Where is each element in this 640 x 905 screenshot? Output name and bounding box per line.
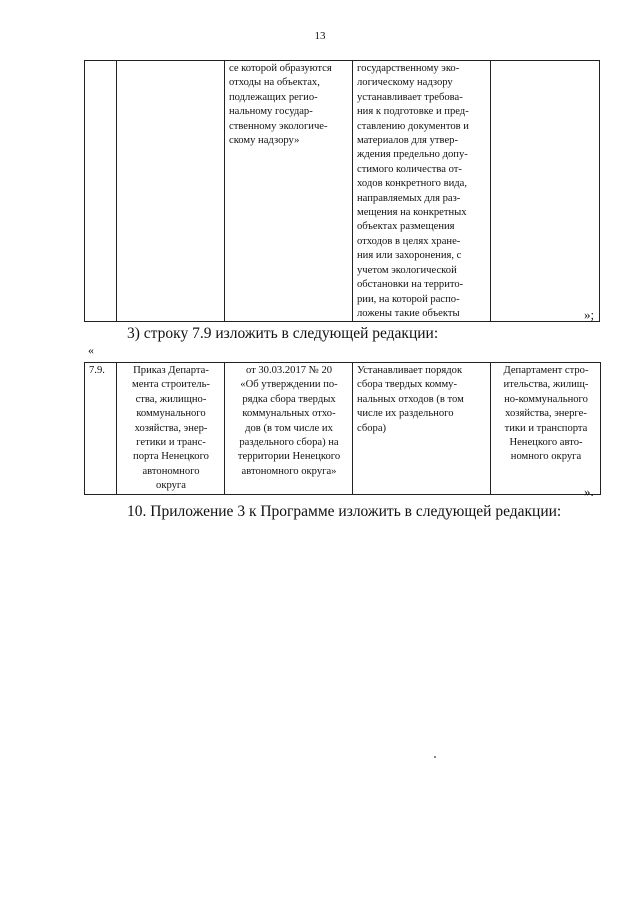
cell-text-line: хозяйства, энер- [134,422,208,434]
cell-text-line: коммунальных отхо- [242,408,336,420]
cell-text-line: Приказ Департа- [133,365,209,376]
cell-text-line: ния или захоронения, с [357,250,462,262]
cell-text-line: мента строитель- [132,379,210,391]
row-7-9-table [84,362,601,495]
table-cell-description [353,61,491,322]
cell-text-line: автономного округа» [241,465,337,477]
cell-text-line: коммунального [136,408,206,420]
row-responsible [491,363,601,495]
closing-quote-semicolon: »; [584,307,595,322]
cell-text-line: территории Ненецкого [237,451,341,463]
cell-text-line: ства, жилищно- [135,393,207,405]
cell-text-line: подлежащих регио- [229,91,318,103]
cell-text-line: гетики и транс- [136,437,206,449]
cell-text-line: ложены такие объекты [357,307,460,319]
row-document-details [225,363,353,495]
cell-text-line: материалов для утвер- [357,135,458,147]
row-document-name [117,363,225,495]
cell-text-line: рядка сбора твердых [242,393,336,405]
row-description [353,363,491,495]
cell-text-line: но-коммунального [504,393,588,405]
row-number: 7.9. [85,363,117,495]
cell-text-line: сбора) [357,422,387,434]
table-cell-number [85,61,117,322]
page-number: 13 [314,30,326,42]
opening-quote: « [88,343,94,357]
cell-text-line: объектах размещения [357,221,455,233]
cell-text-line: хозяйства, энерге- [505,408,587,420]
closing-quote-period: ». [584,484,594,499]
cell-text-line: обстановки на террито- [357,279,464,291]
cell-text-line: номного округа [510,451,582,463]
instruction-3: 3) строку 7.9 изложить в следующей редакции: [127,325,439,342]
cell-text-line: мещения на конкретных [357,207,467,219]
cell-text-line: ждения предельно допу- [357,149,468,161]
cell-text-line: нальных отходов (в том [357,393,464,405]
cell-text-line: сбора твердых комму- [357,379,457,391]
scan-speck [434,756,436,758]
cell-text-line: дов (в том числе их [245,422,333,434]
table-cell-responsible [491,61,600,322]
cell-text-line: округа [156,480,186,492]
cell-text-line: направляемых для раз- [357,192,461,204]
cell-text-line: от 30.03.2017 № 20 [245,365,333,376]
table-cell-details [225,61,353,322]
cell-text-line: скому надзору» [229,135,300,147]
cell-text-line: ния к подготовке и пред- [357,106,469,118]
cell-text-line: автономного [142,465,200,477]
cell-text-line: отходы на объектах, [229,77,320,89]
cell-text-line: рии, на которой распо- [357,293,460,305]
cell-text-line: ставлению документов и [357,120,469,132]
table-row [85,61,600,322]
cell-text-line: Департамент стро- [503,365,589,376]
cell-text-line: нальному государ- [229,106,313,118]
cell-text-line: устанавливает требова- [357,91,463,103]
cell-text-line: логическому надзору [357,77,453,89]
table-cell-document [117,61,225,322]
cell-text-line: числе их раздельного [357,408,454,420]
cell-text-line: Ненецкого авто- [509,437,583,449]
cell-text-line: государственному эко- [357,63,460,74]
cell-text-line: тики и транспорта [504,422,588,434]
cell-text-line: се которой образуются [229,63,332,74]
cell-text-line: стимого количества от- [357,163,462,175]
cell-text-line: раздельного сбора) на [239,437,339,449]
cell-text-line: ходов конкретного вида, [357,178,467,190]
cell-text-line: отходов в целях хране- [357,235,461,247]
cell-text-line: Устанавливает порядок [357,365,463,376]
cell-text-line: «Об утверждении по- [240,379,338,391]
instruction-10: 10. Приложение 3 к Программе изложить в следующей редакции: [127,503,562,520]
cell-text-line: учетом экологической [357,264,457,276]
cell-text-line: ственному экологиче- [229,120,328,132]
cell-text-line: ительства, жилищ- [503,379,589,391]
continued-table [84,60,600,322]
table-row [85,363,601,495]
cell-text-line: порта Ненецкого [133,451,209,463]
